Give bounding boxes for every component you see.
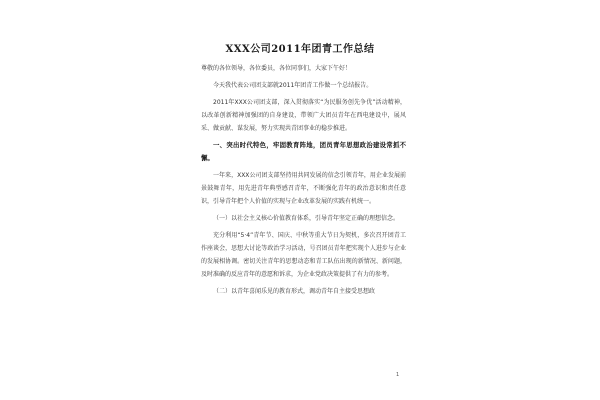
page-number: 1 <box>396 372 400 378</box>
subsection-heading-2: （二）以青年喜闻乐见的教育形式，调动青年自主接受思想政 <box>213 288 376 295</box>
section-paragraph: 一年来，XXX公司团支部坚持用共同发展的信念引领青年，用企业发展前景鼓舞青年，用先进青年典型感召青年，不断强化青年的政治意识和责任意识，引导青年把个人价值的实现与企业改革发展的实践有机统一。 <box>201 172 406 205</box>
greeting-paragraph: 尊敬的各位领导，各位委员，各位同事们，大家下午好！ <box>201 65 352 72</box>
subsection-paragraph-1: 充分利用“5·4”青年节、国庆、中秋等重大节日为契机，多次召开团青工作座谈会，思想大讨论等政治学习活动，号召团员青年把实现个人进步与企业的发展相协调。密切关注青年的思想动态和青工队伍出现的新情况、新问题，及时准确的反应青年的意愿和诉求，为企业党政决策提供了有力的参考。 <box>201 232 406 278</box>
document-body <box>201 62 406 302</box>
intro-paragraph: 今天我代表公司团支部就2011年团青工作做一个总结报告。 <box>213 82 373 89</box>
document-title: XXX公司2011年团青工作总结 <box>225 44 375 55</box>
subsection-heading-1: （一）以社会主义核心价值教育体系，引导青年坚定正确的理想信念。 <box>213 215 400 222</box>
section-heading: 一、突出时代特色，牢固教育阵地，团员青年思想政治建设常抓不懈。 <box>201 141 406 162</box>
overview-paragraph: 2011年XXX公司团支部，深入贯彻落实“为民服务创先争优”活动精神，以改革创新精神加强团的自身建设，带领广大团员青年在西电建设中，展风采、做贡献、谋发展，努力实现共青团事业的稳步推进。 <box>201 99 406 132</box>
